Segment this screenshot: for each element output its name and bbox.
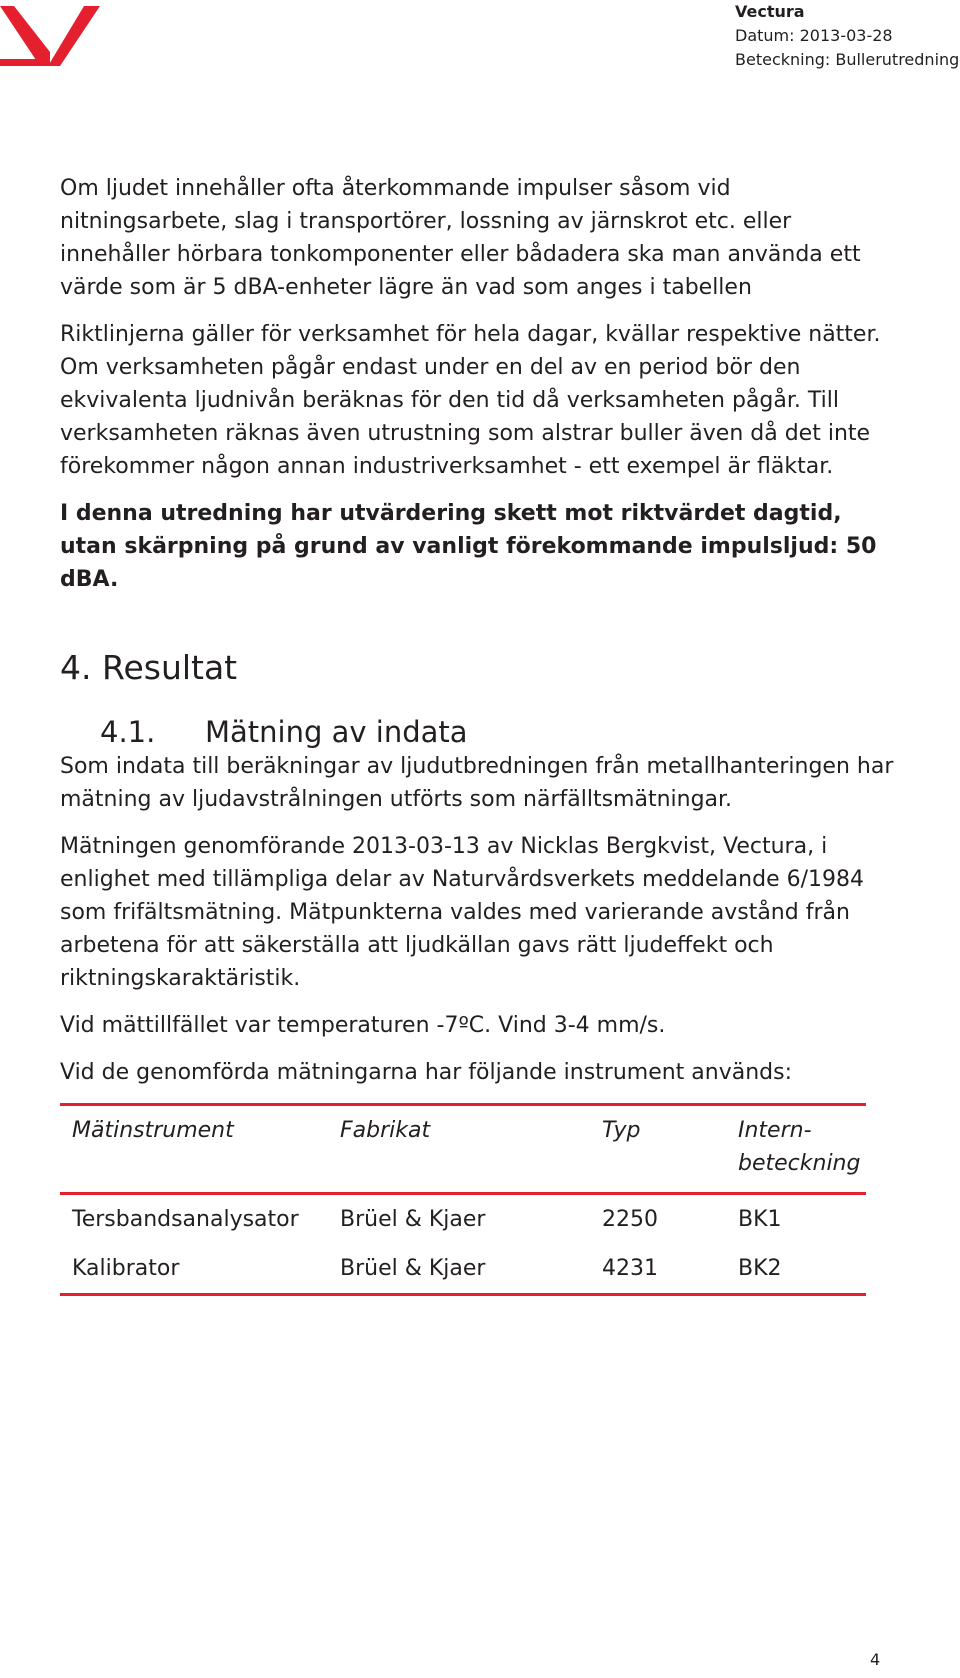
paragraph-guidelines: Riktlinjerna gäller för verksamhet för hela dagar, kvällar respektive nätter. Om verksamheten pågår endast under en del av en period bör den ekvivalenta ljudnivån beräknas för den tid då verksamheten pågår. Till verksamheten räknas även utrustning som alstrar buller även då det inte förekommer någon annan industriverksamhet - ett exempel är fläktar. (60, 322, 881, 479)
paragraph-assessment: I denna utredning har utvärdering skett mot riktvärdet dagtid, utan skärpning på grund av vanligt förekommande impulsljud: 50 dBA. (60, 501, 877, 592)
subsection-title: Mätning av indata (205, 715, 468, 749)
table-cell: BK1 (738, 1207, 782, 1232)
document-header (735, 0, 959, 72)
paragraph-indata: Som indata till beräkningar av ljudutbredningen från metallhanteringen har mätning av ljudavstrålningen utförts som närfälltsmätningar. (60, 754, 894, 812)
table-header-cell: Fabrikat (340, 1118, 431, 1143)
table-cell: Kalibrator (72, 1256, 180, 1281)
table-cell: 4231 (602, 1256, 658, 1281)
document-date: Datum: 2013-03-28 (735, 26, 893, 45)
page-content (60, 172, 900, 1296)
table-header-cell: Typ (602, 1118, 641, 1143)
table-row (60, 1194, 866, 1245)
subsection-heading (100, 714, 900, 750)
table-header-row (60, 1105, 866, 1194)
table-cell: 2250 (602, 1207, 658, 1232)
table-row (60, 1244, 866, 1295)
section-title: Resultat (102, 648, 238, 687)
table-header-cell: Intern-beteckning (738, 1118, 861, 1176)
vectura-logo (0, 6, 106, 70)
company-name: Vectura (735, 2, 805, 21)
section-heading (60, 648, 900, 688)
document-designation: Beteckning: Bullerutredning (735, 50, 960, 69)
paragraph-instruments-intro: Vid de genomförda mätningarna har följande instrument används: (60, 1060, 793, 1085)
paragraph-measurement: Mätningen genomförande 2013-03-13 av Nicklas Bergkvist, Vectura, i enlighet med tillämpliga delar av Naturvårdsverkets meddelande 6/1984 som frifältsmätning. Mätpunkterna valdes med varierande avstånd från arbetena för att säkerställa att ljudkällan gavs rätt ljudeffekt och riktningskaraktäristik. (60, 834, 864, 991)
section-number: 4. (60, 648, 92, 687)
paragraph-impulse: Om ljudet innehåller ofta återkommande impulser såsom vid nitningsarbete, slag i transportörer, lossning av järnskrot etc. eller innehåller hörbara tonkomponenter eller bådadera ska man använda ett värde som är 5 dBA-enheter lägre än vad som anges i tabellen (60, 176, 861, 300)
table-cell: Brüel & Kjaer (340, 1207, 486, 1232)
instrument-table (60, 1103, 866, 1296)
table-cell: Tersbandsanalysator (72, 1207, 299, 1232)
paragraph-weather: Vid mättillfället var temperaturen -7ºC. Vind 3-4 mm/s. (60, 1013, 666, 1038)
table-cell: Brüel & Kjaer (340, 1256, 486, 1281)
table-header-cell: Mätinstrument (72, 1118, 234, 1143)
table-cell: BK2 (738, 1256, 782, 1281)
subsection-number: 4.1. (100, 715, 156, 749)
page-number: 4 (870, 1650, 881, 1669)
